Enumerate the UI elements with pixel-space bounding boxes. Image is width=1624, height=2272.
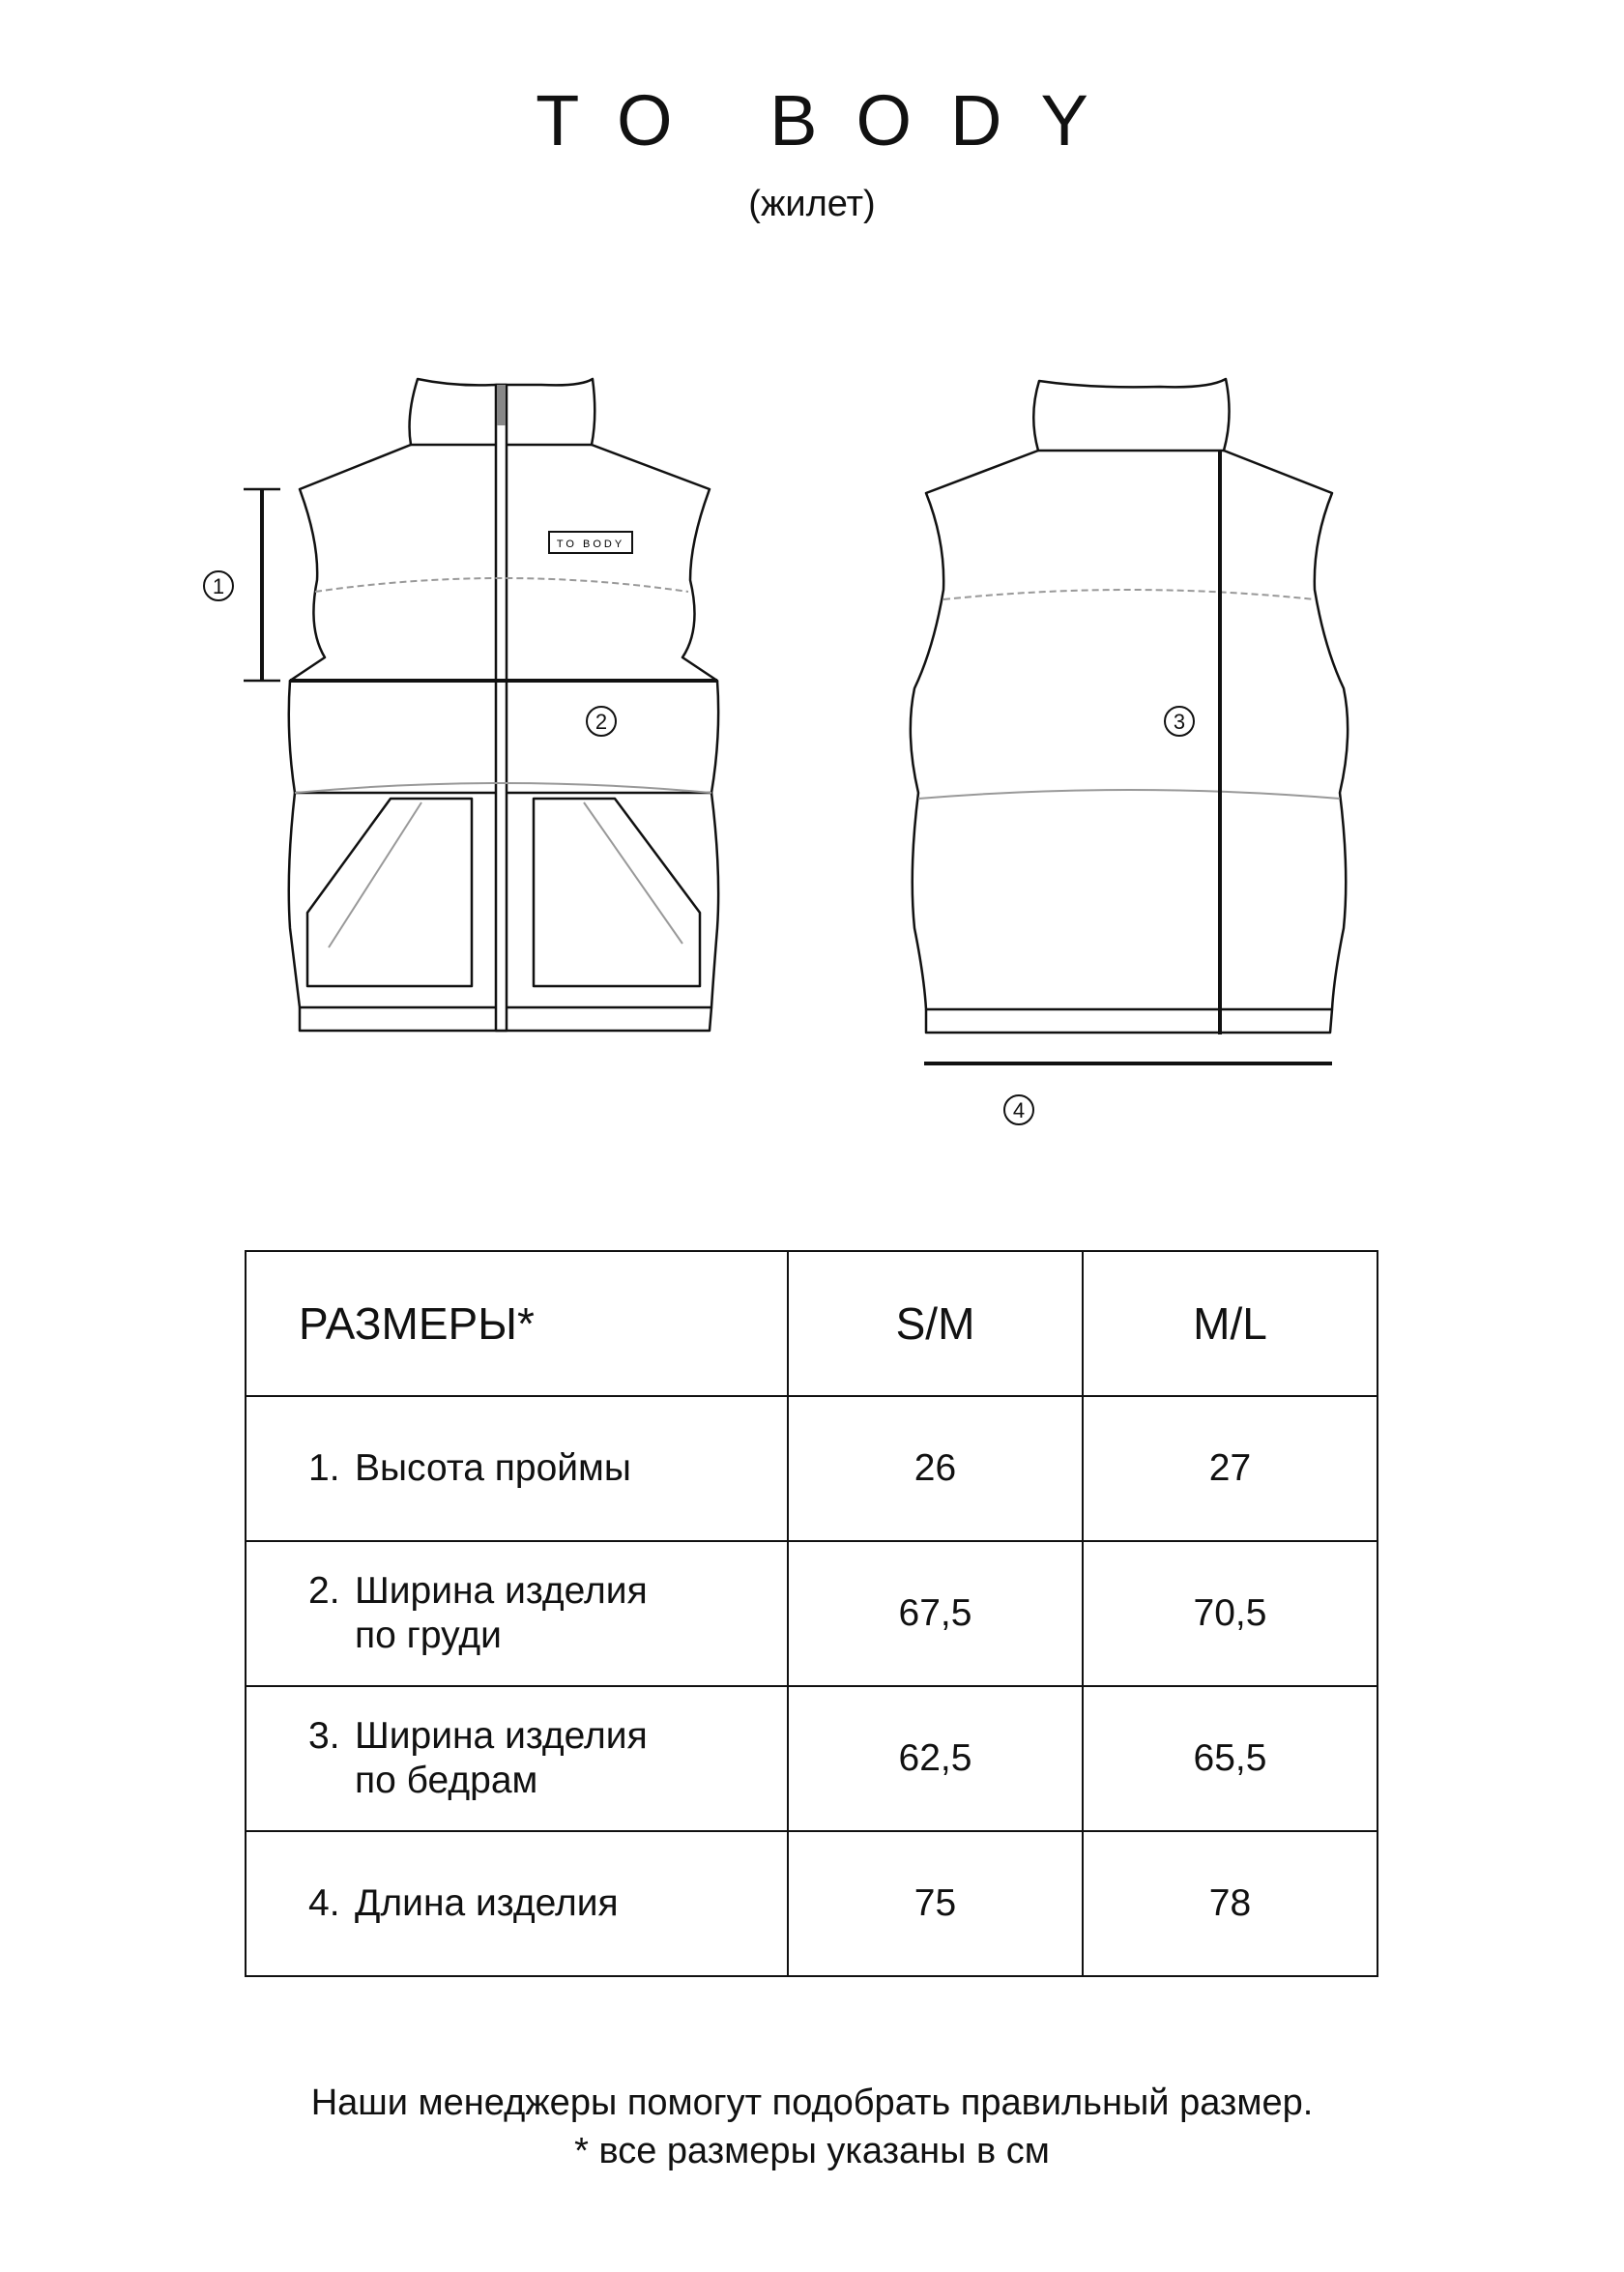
vest-front-drawing [289, 379, 718, 1031]
value-sm: 67,5 [788, 1541, 1083, 1686]
value-ml: 78 [1083, 1831, 1378, 1976]
header-size-sm: S/M [788, 1251, 1083, 1396]
table-row [246, 1541, 1378, 1686]
brand-tag-text: TO BODY [556, 539, 625, 550]
marker-4 [1004, 1095, 1033, 1124]
brand-title: TO BODY [536, 80, 1127, 160]
footer-line-1: Наши менеджеры помогут подобрать правильный размер. [310, 2083, 1314, 2123]
size-chart-table [245, 1250, 1378, 1977]
svg-text:4: 4 [1012, 1098, 1026, 1122]
value-ml: 70,5 [1083, 1541, 1378, 1686]
marker-2 [587, 707, 616, 736]
value-sm: 62,5 [788, 1686, 1083, 1831]
svg-text:3: 3 [1173, 710, 1186, 734]
value-sm: 75 [788, 1831, 1083, 1976]
value-sm: 26 [788, 1396, 1083, 1541]
value-ml: 65,5 [1083, 1686, 1378, 1831]
vest-back-drawing [911, 379, 1348, 1033]
table-row [246, 1831, 1378, 1976]
svg-text:1: 1 [212, 574, 225, 598]
row-label: 4. Длина изделия [246, 1831, 788, 1976]
marker-1 [204, 571, 233, 600]
row-label: 1. Высота проймы [246, 1396, 788, 1541]
footer-note [0, 2079, 1624, 2175]
table-row [246, 1396, 1378, 1541]
table-row [246, 1686, 1378, 1831]
table-header-row [246, 1251, 1378, 1396]
svg-text:2: 2 [594, 710, 608, 734]
vest-back-seams [918, 590, 1340, 799]
product-type: (жилет) [748, 184, 876, 224]
measurement-1-line [244, 489, 280, 681]
header-sizes-label: РАЗМЕРЫ* [246, 1251, 788, 1396]
header-size-ml: M/L [1083, 1251, 1378, 1396]
footer-line-2: * все размеры указаны в см [574, 2131, 1050, 2171]
value-ml: 27 [1083, 1396, 1378, 1541]
marker-3 [1165, 707, 1194, 736]
row-label: 2. Ширина изделия по груди [246, 1541, 788, 1686]
row-label: 3. Ширина изделия по бедрам [246, 1686, 788, 1831]
